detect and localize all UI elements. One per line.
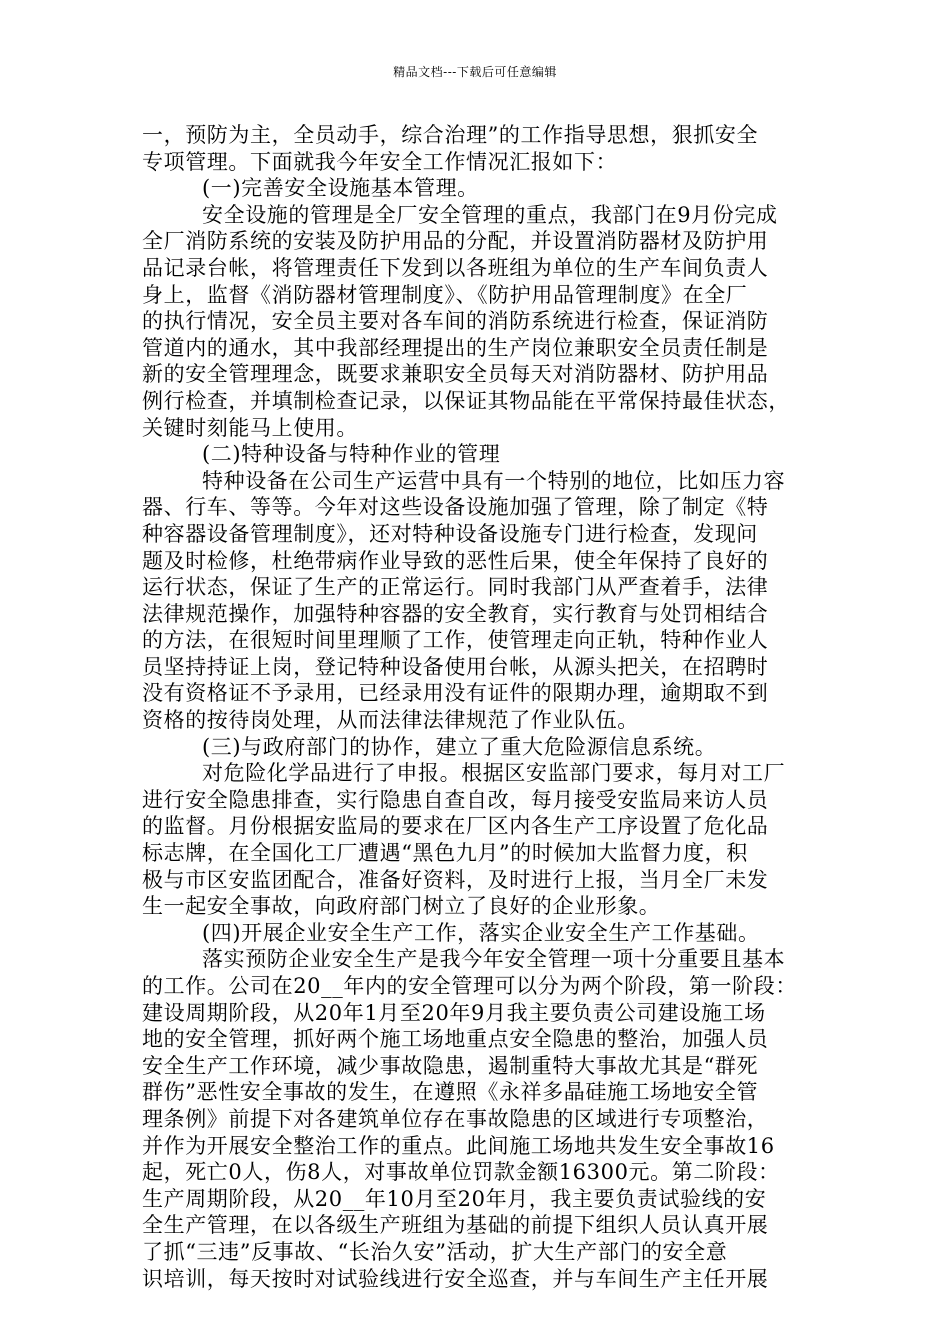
text-line: 资格的按待岗处理，从而法律法律规范了作业队伍。 <box>142 708 639 733</box>
page-header: 精品文档---下载后可任意编辑 <box>393 65 557 79</box>
document-body <box>142 122 820 1292</box>
text-line: (四)开展企业安全生产工作，落实企业安全生产工作基础。 <box>202 920 760 945</box>
text-line: 地的安全管理，抓好两个施工场地重点安全隐患的整治，加强人员 <box>142 1027 769 1052</box>
text-line: 的监督。月份根据安监局的要求在厂区内各生产工序设置了危化品 <box>142 814 769 839</box>
text-line: 极与市区安监团配合，准备好资料，及时进行上报，当月全厂未发 <box>142 867 769 892</box>
text-line: 全生产管理，在以各级生产班组为基础的前提下组织人员认真开展 <box>142 1213 769 1238</box>
text-line: 生一起安全事故，向政府部门树立了良好的企业形象。 <box>142 894 661 919</box>
text-line: 题及时检修，杜绝带病作业导致的恶性后果，使全年保持了良好的 <box>142 548 769 573</box>
text-line: 并作为开展安全整治工作的重点。此间施工场地共发生安全事故16 <box>142 1133 775 1158</box>
text-line: 识培训，每天按时对试验线进行安全巡查，并与车间生产主任开展 <box>142 1266 769 1291</box>
text-line: 的执行情况，安全员主要对各车间的消防系统进行检查，保证消防 <box>142 309 769 334</box>
text-line: 器、行车、等等。今年对这些设备设施加强了管理，除了制定《特 <box>142 495 769 520</box>
text-line: 例行检查，并填制检查记录，以保证其物品能在平常保持最佳状态， <box>142 388 790 413</box>
text-line: 理条例》前提下对各建筑单位存在事故隐患的区域进行专项整治， <box>142 1106 769 1131</box>
text-line: (二)特种设备与特种作业的管理 <box>202 442 501 467</box>
text-line: 的工作。公司在20__年内的安全管理可以分为两个阶段，第一阶段： <box>142 974 797 998</box>
text-line: 法律规范操作，加强特种容器的安全教育，实行教育与处罚相结合 <box>142 601 769 626</box>
text-line: 没有资格证不予录用，已经录用没有证件的限期办理，逾期取不到 <box>142 681 769 706</box>
text-line: 特种设备在公司生产运营中具有一个特别的地位，比如压力容 <box>202 468 786 493</box>
text-line: 的方法，在很短时间里理顺了工作，使管理走向正轨，特种作业人 <box>142 628 769 653</box>
text-line: 身上，监督《消防器材管理制度》、《防护用品管理制度》在全厂 <box>142 282 748 307</box>
text-line: 进行安全隐患排查，实行隐患自查自改，每月接受安监局来访人员 <box>142 787 769 812</box>
text-line: (一)完善安全设施基本管理。 <box>202 176 479 201</box>
text-line: 建设周期阶段，从20年1月至20年9月我主要负责公司建设施工场 <box>142 1000 766 1025</box>
text-line: 关键时刻能马上使用。 <box>142 415 358 440</box>
text-line: (三)与政府部门的协作，建立了重大危险源信息系统。 <box>202 734 717 759</box>
text-line: 全厂消防系统的安装及防护用品的分配，并设置消防器材及防护用 <box>142 229 769 254</box>
text-line: 新的安全管理理念，既要求兼职安全员每天对消防器材、防护用品 <box>142 362 769 387</box>
text-line: 生产周期阶段，从20__年10月至20年月，我主要负责试验线的安 <box>142 1186 767 1211</box>
text-line: 员坚持持证上岗，登记特种设备使用台帐，从源头把关，在招聘时 <box>142 654 769 679</box>
text-line: 标志牌，在全国化工厂遭遇“黑色九月”的时候加大监督力度，积 <box>142 841 748 866</box>
text-line: 群伤”恶性安全事故的发生，在遵照《永祥多晶硅施工场地安全管 <box>142 1080 759 1105</box>
text-line: 管道内的通水，其中我部经理提出的生产岗位兼职安全员责任制是 <box>142 335 769 360</box>
text-line: 安全生产工作环境，减少事故隐患，遏制重特大事故尤其是“群死 <box>142 1053 759 1078</box>
text-line: 安全设施的管理是全厂安全管理的重点，我部门在9月份完成 <box>202 202 778 227</box>
text-line: 种容器设备管理制度》，还对特种设备设施专门进行检查，发现问 <box>142 521 758 546</box>
text-line: 了抓“三违”反事故、“长治久安”活动，扩大生产部门的安全意 <box>142 1239 728 1264</box>
text-line: 对危险化学品进行了申报。根据区安监部门要求，每月对工厂 <box>202 761 786 786</box>
text-line: 起，死亡0人，伤8人，对事故单位罚款金额16300元。第二阶段： <box>142 1160 780 1185</box>
text-line: 一，预防为主，全员动手，综合治理”的工作指导思想，狠抓安全 <box>142 123 759 147</box>
text-line: 落实预防企业安全生产是我今年安全管理一项十分重要且基本 <box>202 947 786 972</box>
text-line: 品记录台帐，将管理责任下发到以各班组为单位的生产车间负责人 <box>142 255 769 280</box>
text-line: 运行状态，保证了生产的正常运行。同时我部门从严查着手，法律 <box>142 575 769 600</box>
text-line: 专项管理。下面就我今年安全工作情况汇报如下： <box>142 149 618 174</box>
